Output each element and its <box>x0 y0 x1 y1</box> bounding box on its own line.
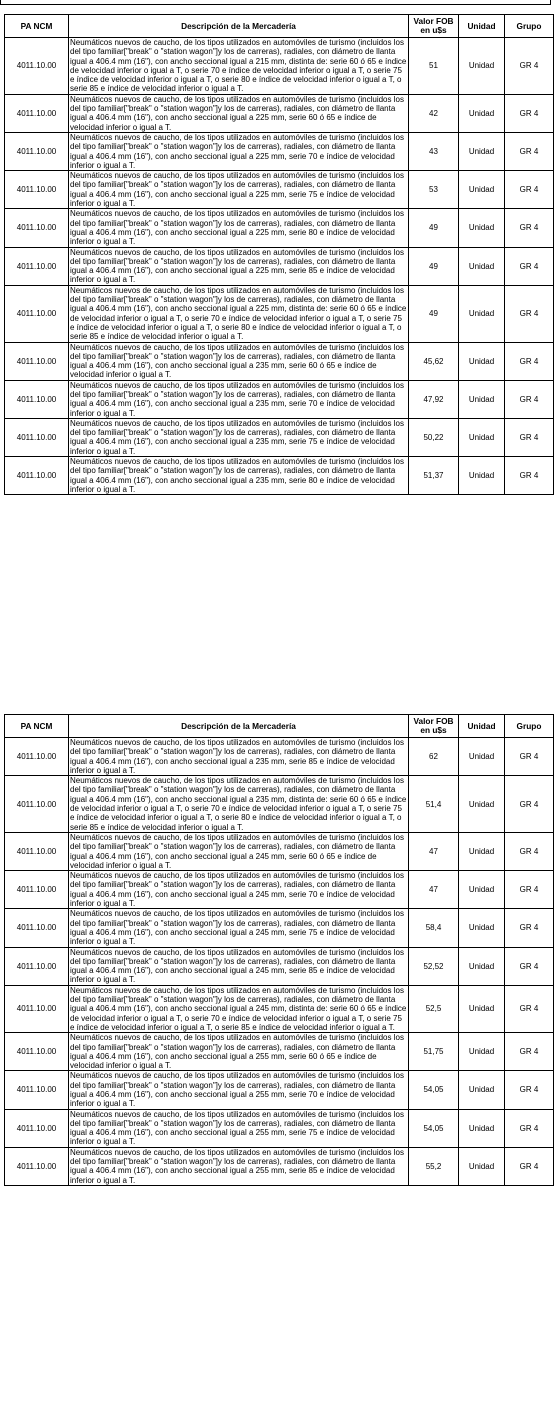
cell-pa-ncm: 4011.10.00 <box>5 947 69 985</box>
cell-unidad: Unidad <box>459 247 505 285</box>
cell-grupo: GR 4 <box>505 832 554 870</box>
cell-unidad: Unidad <box>459 1071 505 1109</box>
header-descripcion: Descripción de la Mercadería <box>69 715 409 738</box>
cell-pa-ncm: 4011.10.00 <box>5 171 69 209</box>
cell-grupo: GR 4 <box>505 380 554 418</box>
cell-pa-ncm: 4011.10.00 <box>5 1071 69 1109</box>
table-header-row <box>5 15 554 38</box>
cell-pa-ncm: 4011.10.00 <box>5 871 69 909</box>
cell-grupo: GR 4 <box>505 247 554 285</box>
cell-valor-fob: 47,92 <box>409 380 459 418</box>
cell-grupo: GR 4 <box>505 985 554 1032</box>
cell-pa-ncm: 4011.10.00 <box>5 247 69 285</box>
header-descripcion: Descripción de la Mercadería <box>69 15 409 38</box>
cell-descripcion: Neumáticos nuevos de caucho, de los tipos utilizados en automóviles de turismo (incluidos los del tipo familiar["break" o "station wagon"]y los de carreras), radiales, con diámetro de llanta igual a 406.4 mm (16"), con ancho seccional igual a 245 mm, serie 75 e índice de velocidad inferior o igual a T. <box>69 909 409 947</box>
cell-grupo: GR 4 <box>505 418 554 456</box>
cell-valor-fob: 51 <box>409 38 459 95</box>
table-row <box>5 285 554 342</box>
cell-grupo: GR 4 <box>505 947 554 985</box>
cell-valor-fob: 49 <box>409 209 459 247</box>
cell-unidad: Unidad <box>459 909 505 947</box>
cell-valor-fob: 45,62 <box>409 342 459 380</box>
cell-pa-ncm: 4011.10.00 <box>5 985 69 1032</box>
cell-grupo: GR 4 <box>505 738 554 776</box>
cell-descripcion: Neumáticos nuevos de caucho, de los tipos utilizados en automóviles de turismo (incluidos los del tipo familiar["break" o "station wagon"]y los de carreras), radiales, con diámetro de llanta igual a 406.4 mm (16"), con ancho seccional igual a 255 mm, serie 60 ó 65 e índice de velocidad inferior o igual a T. <box>69 1033 409 1071</box>
cell-pa-ncm: 4011.10.00 <box>5 1109 69 1147</box>
cell-valor-fob: 47 <box>409 871 459 909</box>
table-row <box>5 1071 554 1109</box>
table-row <box>5 947 554 985</box>
cell-unidad: Unidad <box>459 132 505 170</box>
table-row <box>5 418 554 456</box>
cell-valor-fob: 54,05 <box>409 1071 459 1109</box>
cell-valor-fob: 51,4 <box>409 776 459 833</box>
table-row <box>5 832 554 870</box>
table-row <box>5 909 554 947</box>
table-row <box>5 1109 554 1147</box>
table-row <box>5 776 554 833</box>
header-grupo: Grupo <box>505 15 554 38</box>
cell-unidad: Unidad <box>459 285 505 342</box>
cell-unidad: Unidad <box>459 94 505 132</box>
header-unidad: Unidad <box>459 15 505 38</box>
cell-descripcion: Neumáticos nuevos de caucho, de los tipos utilizados en automóviles de turismo (incluidos los del tipo familiar["break" o "station wagon"]y los de carreras), radiales, con diámetro de llanta igual a 406.4 mm (16"), con ancho seccional igual a 245 mm, distinta de: serie 60 ó 65 e índice de velocidad inferior o igual a T, o serie 70 e índice de velocidad inferior o igual a T, o serie 75 e índice de velocidad inferior o igual a T, o serie 85 e índice de velocidad inferior o igual a T. <box>69 985 409 1032</box>
cell-valor-fob: 50,22 <box>409 418 459 456</box>
cell-unidad: Unidad <box>459 947 505 985</box>
cell-valor-fob: 51,75 <box>409 1033 459 1071</box>
cell-unidad: Unidad <box>459 380 505 418</box>
table-row <box>5 985 554 1032</box>
cell-grupo: GR 4 <box>505 132 554 170</box>
cell-unidad: Unidad <box>459 457 505 495</box>
cell-valor-fob: 55,2 <box>409 1147 459 1185</box>
header-pa-ncm: PA NCM <box>5 715 69 738</box>
cell-grupo: GR 4 <box>505 342 554 380</box>
table-row <box>5 94 554 132</box>
cell-descripcion: Neumáticos nuevos de caucho, de los tipos utilizados en automóviles de turismo (incluidos los del tipo familiar["break" o "station wagon"]y los de carreras), radiales, con diámetro de llanta igual a 406.4 mm (16"), con ancho seccional igual a 255 mm, serie 70 e índice de velocidad inferior o igual a T. <box>69 1071 409 1109</box>
cell-pa-ncm: 4011.10.00 <box>5 132 69 170</box>
cell-unidad: Unidad <box>459 738 505 776</box>
cell-pa-ncm: 4011.10.00 <box>5 38 69 95</box>
cell-unidad: Unidad <box>459 776 505 833</box>
cell-valor-fob: 52,52 <box>409 947 459 985</box>
cell-grupo: GR 4 <box>505 1033 554 1071</box>
header-pa-ncm: PA NCM <box>5 15 69 38</box>
table-row <box>5 1033 554 1071</box>
tariff-table-2 <box>4 714 554 1186</box>
cell-grupo: GR 4 <box>505 94 554 132</box>
header-valor-fob: Valor FOB en u$s <box>409 715 459 738</box>
cell-descripcion: Neumáticos nuevos de caucho, de los tipos utilizados en automóviles de turismo (incluidos los del tipo familiar["break" o "station wagon"]y los de carreras), radiales, con diámetro de llanta igual a 406.4 mm (16"), con ancho seccional igual a 225 mm, serie 85 e índice de velocidad inferior o igual a T. <box>69 247 409 285</box>
cell-descripcion: Neumáticos nuevos de caucho, de los tipos utilizados en automóviles de turismo (incluidos los del tipo familiar["break" o "station wagon"]y los de carreras), radiales, con diámetro de llanta igual a 406.4 mm (16"), con ancho seccional igual a 225 mm, serie 80 e índice de velocidad inferior o igual a T. <box>69 209 409 247</box>
cell-unidad: Unidad <box>459 342 505 380</box>
cell-pa-ncm: 4011.10.00 <box>5 342 69 380</box>
cell-descripcion: Neumáticos nuevos de caucho, de los tipos utilizados en automóviles de turismo (incluidos los del tipo familiar["break" o "station wagon"]y los de carreras), radiales, con diámetro de llanta igual a 406.4 mm (16"), con ancho seccional igual a 225 mm, distinta de: serie 60 ó 65 e índice de velocidad inferior o igual a T, o serie 70 e índice de velocidad inferior o igual a T, o serie 75 e índice de velocidad inferior o igual a T, o serie 80 e índice de velocidad inferior o igual a T, o serie 85 e índice de velocidad inferior o igual a T. <box>69 285 409 342</box>
cell-pa-ncm: 4011.10.00 <box>5 457 69 495</box>
cell-unidad: Unidad <box>459 871 505 909</box>
cell-grupo: GR 4 <box>505 1071 554 1109</box>
cell-valor-fob: 58,4 <box>409 909 459 947</box>
table-row <box>5 132 554 170</box>
cell-unidad: Unidad <box>459 1033 505 1071</box>
table-row <box>5 457 554 495</box>
cell-pa-ncm: 4011.10.00 <box>5 209 69 247</box>
cell-descripcion: Neumáticos nuevos de caucho, de los tipos utilizados en automóviles de turismo (incluidos los del tipo familiar["break" o "station wagon"]y los de carreras), radiales, con diámetro de llanta igual a 406.4 mm (16"), con ancho seccional igual a 235 mm, serie 70 e índice de velocidad inferior o igual a T. <box>69 380 409 418</box>
cell-unidad: Unidad <box>459 418 505 456</box>
cell-descripcion: Neumáticos nuevos de caucho, de los tipos utilizados en automóviles de turismo (incluidos los del tipo familiar["break" o "station wagon"]y los de carreras), radiales, con diámetro de llanta igual a 406.4 mm (16"), con ancho seccional igual a 225 mm, serie 60 ó 65 e índice de velocidad inferior o igual a T. <box>69 94 409 132</box>
cell-unidad: Unidad <box>459 209 505 247</box>
cell-descripcion: Neumáticos nuevos de caucho, de los tipos utilizados en automóviles de turismo (incluidos los del tipo familiar["break" o "station wagon"]y los de carreras), radiales, con diámetro de llanta igual a 406.4 mm (16"), con ancho seccional igual a 225 mm, serie 70 e índice de velocidad inferior o igual a T. <box>69 132 409 170</box>
table-row <box>5 738 554 776</box>
cell-grupo: GR 4 <box>505 38 554 95</box>
cell-grupo: GR 4 <box>505 1109 554 1147</box>
table-row <box>5 38 554 95</box>
cell-unidad: Unidad <box>459 832 505 870</box>
cell-valor-fob: 52,5 <box>409 985 459 1032</box>
cell-grupo: GR 4 <box>505 776 554 833</box>
cell-descripcion: Neumáticos nuevos de caucho, de los tipos utilizados en automóviles de turismo (incluidos los del tipo familiar["break" o "station wagon"]y los de carreras), radiales, con diámetro de llanta igual a 406.4 mm (16"), con ancho seccional igual a 245 mm, serie 60 ó 65 e índice de velocidad inferior o igual a T. <box>69 832 409 870</box>
cell-descripcion: Neumáticos nuevos de caucho, de los tipos utilizados en automóviles de turismo (incluidos los del tipo familiar["break" o "station wagon"]y los de carreras), radiales, con diámetro de llanta igual a 406.4 mm (16"), con ancho seccional igual a 255 mm, serie 85 e índice de velocidad inferior o igual a T. <box>69 1147 409 1185</box>
table-row <box>5 342 554 380</box>
table-row <box>5 171 554 209</box>
cell-valor-fob: 47 <box>409 832 459 870</box>
table-row <box>5 380 554 418</box>
header-unidad: Unidad <box>459 715 505 738</box>
table-header-row <box>5 715 554 738</box>
cell-descripcion: Neumáticos nuevos de caucho, de los tipos utilizados en automóviles de turismo (incluidos los del tipo familiar["break" o "station wagon"]y los de carreras), radiales, con diámetro de llanta igual a 406.4 mm (16"), con ancho seccional igual a 255 mm, serie 75 e índice de velocidad inferior o igual a T. <box>69 1109 409 1147</box>
cell-unidad: Unidad <box>459 985 505 1032</box>
cell-valor-fob: 49 <box>409 247 459 285</box>
cell-pa-ncm: 4011.10.00 <box>5 94 69 132</box>
cell-grupo: GR 4 <box>505 871 554 909</box>
table-row <box>5 1147 554 1185</box>
cell-descripcion: Neumáticos nuevos de caucho, de los tipos utilizados en automóviles de turismo (incluidos los del tipo familiar["break" o "station wagon"]y los de carreras), radiales, con diámetro de llanta igual a 406.4 mm (16"), con ancho seccional igual a 225 mm, serie 75 e índice de velocidad inferior o igual a T. <box>69 171 409 209</box>
page-top-border <box>0 0 551 5</box>
cell-valor-fob: 42 <box>409 94 459 132</box>
cell-valor-fob: 49 <box>409 285 459 342</box>
cell-grupo: GR 4 <box>505 909 554 947</box>
cell-grupo: GR 4 <box>505 209 554 247</box>
cell-descripcion: Neumáticos nuevos de caucho, de los tipos utilizados en automóviles de turismo (incluidos los del tipo familiar["break" o "station wagon"]y los de carreras), radiales, con diámetro de llanta igual a 406.4 mm (16"), con ancho seccional igual a 245 mm, serie 85 e índice de velocidad inferior o igual a T. <box>69 947 409 985</box>
cell-pa-ncm: 4011.10.00 <box>5 909 69 947</box>
cell-pa-ncm: 4011.10.00 <box>5 285 69 342</box>
tariff-table-1 <box>4 14 554 495</box>
cell-grupo: GR 4 <box>505 171 554 209</box>
cell-pa-ncm: 4011.10.00 <box>5 380 69 418</box>
cell-pa-ncm: 4011.10.00 <box>5 776 69 833</box>
cell-pa-ncm: 4011.10.00 <box>5 832 69 870</box>
table-row <box>5 209 554 247</box>
table-row <box>5 871 554 909</box>
cell-valor-fob: 54,05 <box>409 1109 459 1147</box>
cell-descripcion: Neumáticos nuevos de caucho, de los tipos utilizados en automóviles de turismo (incluidos los del tipo familiar["break" o "station wagon"]y los de carreras), radiales, con diámetro de llanta igual a 406.4 mm (16"), con ancho seccional igual a 235 mm, serie 80 e índice de velocidad inferior o igual a T. <box>69 457 409 495</box>
cell-unidad: Unidad <box>459 38 505 95</box>
cell-descripcion: Neumáticos nuevos de caucho, de los tipos utilizados en automóviles de turismo (incluidos los del tipo familiar["break" o "station wagon"]y los de carreras), radiales, con diámetro de llanta igual a 406.4 mm (16"), con ancho seccional igual a 235 mm, serie 75 e índice de velocidad inferior o igual a T. <box>69 418 409 456</box>
cell-grupo: GR 4 <box>505 1147 554 1185</box>
cell-grupo: GR 4 <box>505 285 554 342</box>
cell-valor-fob: 51,37 <box>409 457 459 495</box>
cell-pa-ncm: 4011.10.00 <box>5 738 69 776</box>
cell-unidad: Unidad <box>459 1147 505 1185</box>
header-valor-fob: Valor FOB en u$s <box>409 15 459 38</box>
cell-pa-ncm: 4011.10.00 <box>5 1033 69 1071</box>
cell-unidad: Unidad <box>459 1109 505 1147</box>
cell-descripcion: Neumáticos nuevos de caucho, de los tipos utilizados en automóviles de turismo (incluidos los del tipo familiar["break" o "station wagon"]y los de carreras), radiales, con diámetro de llanta igual a 406.4 mm (16"), con ancho seccional igual a 215 mm, distinta de: serie 60 ó 65 e índice de velocidad inferior o igual a T, o serie 70 e índice de velocidad inferior o igual a T, o serie 75 e índice de velocidad inferior o igual a T, o serie 80 e índice de velocidad inferior o igual a T, o serie 85 e índice de velocidad inferior o igual a T. <box>69 38 409 95</box>
cell-valor-fob: 62 <box>409 738 459 776</box>
cell-descripcion: Neumáticos nuevos de caucho, de los tipos utilizados en automóviles de turismo (incluidos los del tipo familiar["break" o "station wagon"]y los de carreras), radiales, con diámetro de llanta igual a 406.4 mm (16"), con ancho seccional igual a 235 mm, serie 85 e índice de velocidad inferior o igual a T. <box>69 738 409 776</box>
cell-pa-ncm: 4011.10.00 <box>5 1147 69 1185</box>
cell-descripcion: Neumáticos nuevos de caucho, de los tipos utilizados en automóviles de turismo (incluidos los del tipo familiar["break" o "station wagon"]y los de carreras), radiales, con diámetro de llanta igual a 406.4 mm (16"), con ancho seccional igual a 245 mm, serie 70 e índice de velocidad inferior o igual a T. <box>69 871 409 909</box>
cell-pa-ncm: 4011.10.00 <box>5 418 69 456</box>
table-row <box>5 247 554 285</box>
header-grupo: Grupo <box>505 715 554 738</box>
cell-descripcion: Neumáticos nuevos de caucho, de los tipos utilizados en automóviles de turismo (incluidos los del tipo familiar["break" o "station wagon"]y los de carreras), radiales, con diámetro de llanta igual a 406.4 mm (16"), con ancho seccional igual a 235 mm, distinta de: serie 60 ó 65 e índice de velocidad inferior o igual a T, o serie 70 e índice de velocidad inferior o igual a T, o serie 75 e índice de velocidad inferior o igual a T, o serie 80 e índice de velocidad inferior o igual a T, o serie 85 e índice de velocidad inferior o igual a T. <box>69 776 409 833</box>
cell-valor-fob: 53 <box>409 171 459 209</box>
cell-grupo: GR 4 <box>505 457 554 495</box>
cell-valor-fob: 43 <box>409 132 459 170</box>
cell-descripcion: Neumáticos nuevos de caucho, de los tipos utilizados en automóviles de turismo (incluidos los del tipo familiar["break" o "station wagon"]y los de carreras), radiales, con diámetro de llanta igual a 406.4 mm (16"), con ancho seccional igual a 235 mm, serie 60 ó 65 e índice de velocidad inferior o igual a T. <box>69 342 409 380</box>
cell-unidad: Unidad <box>459 171 505 209</box>
